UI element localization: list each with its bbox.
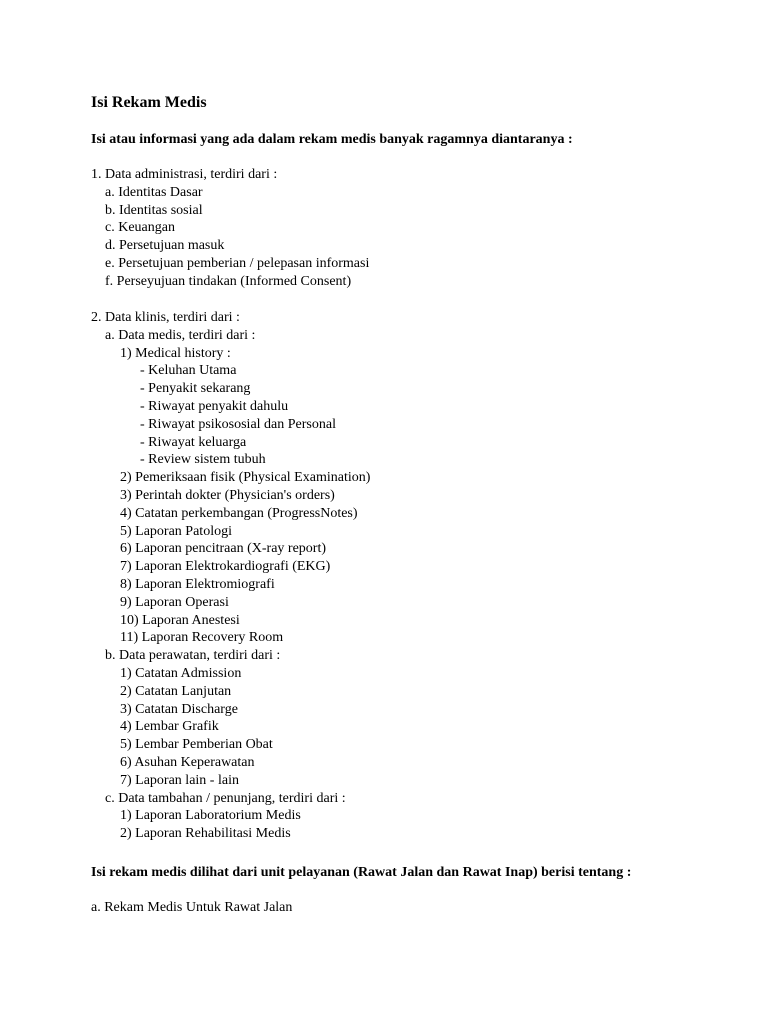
list-item: 10) Laporan Anestesi <box>120 612 240 628</box>
list-item: 2) Pemeriksaan fisik (Physical Examination) <box>120 470 371 486</box>
list-item: 7) Laporan lain - lain <box>120 772 239 788</box>
list-item: 5) Laporan Patologi <box>120 523 232 539</box>
list-item: 2) Laporan Rehabilitasi Medis <box>120 826 291 842</box>
intro-heading: Isi atau informasi yang ada dalam rekam medis banyak ragamnya diantaranya : <box>91 132 573 147</box>
list-item: 8) Laporan Elektromiografi <box>120 576 275 592</box>
list-item: 6) Laporan pencitraan (X-ray report) <box>120 541 327 557</box>
list-item: b. Identitas sosial <box>105 202 203 218</box>
list-item: d. Persetujuan masuk <box>105 238 225 254</box>
list-item: 5) Lembar Pemberian Obat <box>120 737 273 753</box>
list-item: c. Keuangan <box>105 220 175 236</box>
subsection-heading: c. Data tambahan / penunjang, terdiri dari : <box>105 790 346 806</box>
list-item: 11) Laporan Recovery Room <box>120 630 284 646</box>
list-item: - Penyakit sekarang <box>140 381 251 397</box>
section-clinical <box>91 309 370 843</box>
list-item: - Riwayat psikososial dan Personal <box>140 416 336 432</box>
list-item: 4) Lembar Grafik <box>120 719 219 735</box>
list-item: 7) Laporan Elektrokardiografi (EKG) <box>120 559 331 575</box>
list-item: 1) Catatan Admission <box>120 665 242 681</box>
list-item: 3) Perintah dokter (Physician's orders) <box>120 487 335 503</box>
list-item: 2) Catatan Lanjutan <box>120 683 232 699</box>
subsection-heading: a. Data medis, terdiri dari : <box>105 327 256 343</box>
intro-heading-2: Isi rekam medis dilihat dari unit pelayanan (Rawat Jalan dan Rawat Inap) berisi tentang : <box>91 865 632 880</box>
list-item: 4) Catatan perkembangan (ProgressNotes) <box>120 505 358 521</box>
list-item: e. Persetujuan pemberian / pelepasan informasi <box>105 255 370 271</box>
list-item: 3) Catatan Discharge <box>120 701 238 717</box>
subsection-heading: b. Data perawatan, terdiri dari : <box>105 648 281 664</box>
list-item: f. Perseyujuan tindakan (Informed Consent) <box>105 273 352 289</box>
list-item: a. Rekam Medis Untuk Rawat Jalan <box>91 900 293 915</box>
section-heading: 1. Data administrasi, terdiri dari : <box>91 167 278 182</box>
list-item: - Keluhan Utama <box>140 363 237 379</box>
list-item: 1) Laporan Laboratorium Medis <box>120 808 301 824</box>
list-item: 9) Laporan Operasi <box>120 594 229 610</box>
list-item: - Riwayat keluarga <box>140 434 247 450</box>
list-item: a. Identitas Dasar <box>105 184 203 200</box>
list-item: 1) Medical history : <box>120 345 231 361</box>
list-item: - Riwayat penyakit dahulu <box>140 398 289 414</box>
section-administrative <box>91 166 369 291</box>
page-title: Isi Rekam Medis <box>91 94 207 111</box>
list-item: 6) Asuhan Keperawatan <box>120 754 255 770</box>
section-heading: 2. Data klinis, terdiri dari : <box>91 310 240 325</box>
list-item: - Review sistem tubuh <box>140 452 266 468</box>
